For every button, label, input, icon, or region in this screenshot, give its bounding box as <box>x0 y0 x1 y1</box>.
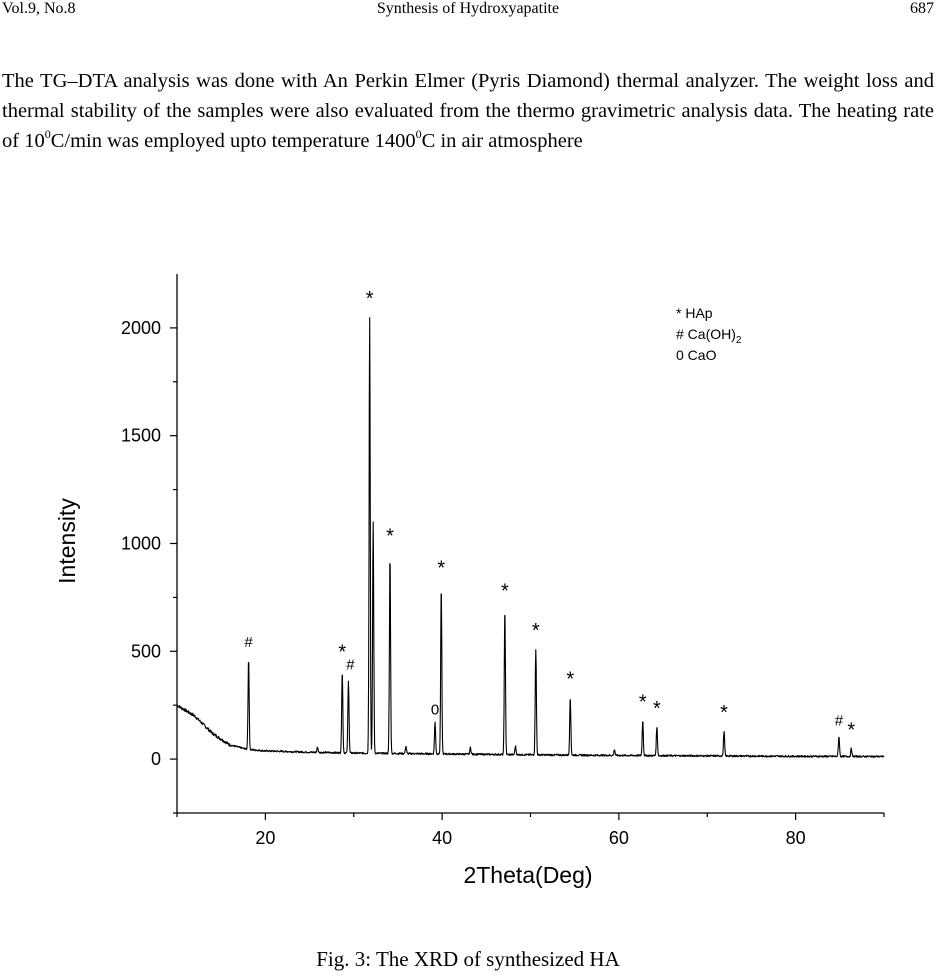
peak-label: 0 <box>430 701 440 719</box>
y-tick-label: 1500 <box>120 425 161 446</box>
paragraph-text-3: C in air atmosphere <box>421 130 583 152</box>
x-tick-label: 60 <box>608 828 629 848</box>
peak-label: * <box>566 668 575 691</box>
xrd-pattern-line <box>177 318 884 758</box>
peak-label: * <box>847 719 856 742</box>
peak-label: * <box>437 557 446 580</box>
peak-label: * <box>365 288 374 311</box>
chart-axes <box>177 274 884 813</box>
legend-entry: # $Ca(OH)_2$ <box>676 326 742 346</box>
peak-label: # <box>346 656 355 674</box>
y-tick-label: 500 <box>130 641 161 662</box>
running-header-title: Synthesis of Hydroxyapatite <box>376 0 560 17</box>
legend-entry: 0 CaO <box>676 347 717 363</box>
x-tick-label: 20 <box>255 828 276 848</box>
peak-label: * <box>338 641 347 664</box>
figure-caption: Fig. 3: The XRD of synthesized HA <box>316 947 620 971</box>
y-axis-label: Intensity <box>54 498 80 584</box>
x-tick-label: 80 <box>785 828 806 848</box>
peak-label: * <box>638 691 647 714</box>
peak-label: # <box>834 712 844 730</box>
body-paragraph <box>2 66 934 156</box>
degree-superscript-2: 0 <box>415 127 422 142</box>
x-axis-label: 2Theta(Deg) <box>463 862 593 888</box>
legend-entry: * HAp <box>676 305 713 321</box>
page-number: 687 <box>910 0 934 17</box>
peak-label: * <box>531 620 540 643</box>
peak-label: * <box>720 702 728 725</box>
y-tick-label: 2000 <box>120 317 161 338</box>
peak-label: * <box>652 697 661 720</box>
x-tick-label: 40 <box>432 828 453 848</box>
y-tick-label: 0 <box>150 749 161 770</box>
degree-superscript-1: 0 <box>44 127 51 142</box>
peak-label: * <box>500 580 509 603</box>
paragraph-text-2: C/min was employed upto temperature 1400 <box>50 130 416 152</box>
running-header-volume: Vol.9, No.8 <box>2 0 76 17</box>
peak-label: # <box>244 633 253 651</box>
peak-label: * <box>386 525 394 548</box>
paragraph-text-1: The TG–DTA analysis was done with An Perkin Elmer (Pyris Diamond) thermal analyzer. The weight loss and thermal stability of the samples were also evaluated from the thermo gravimetric analysis data. The heating rate of 10 <box>2 70 934 152</box>
peak-labels <box>244 288 855 741</box>
xrd-chart <box>0 240 936 940</box>
chart-legend <box>676 305 742 363</box>
y-tick-label: 1000 <box>120 533 161 554</box>
